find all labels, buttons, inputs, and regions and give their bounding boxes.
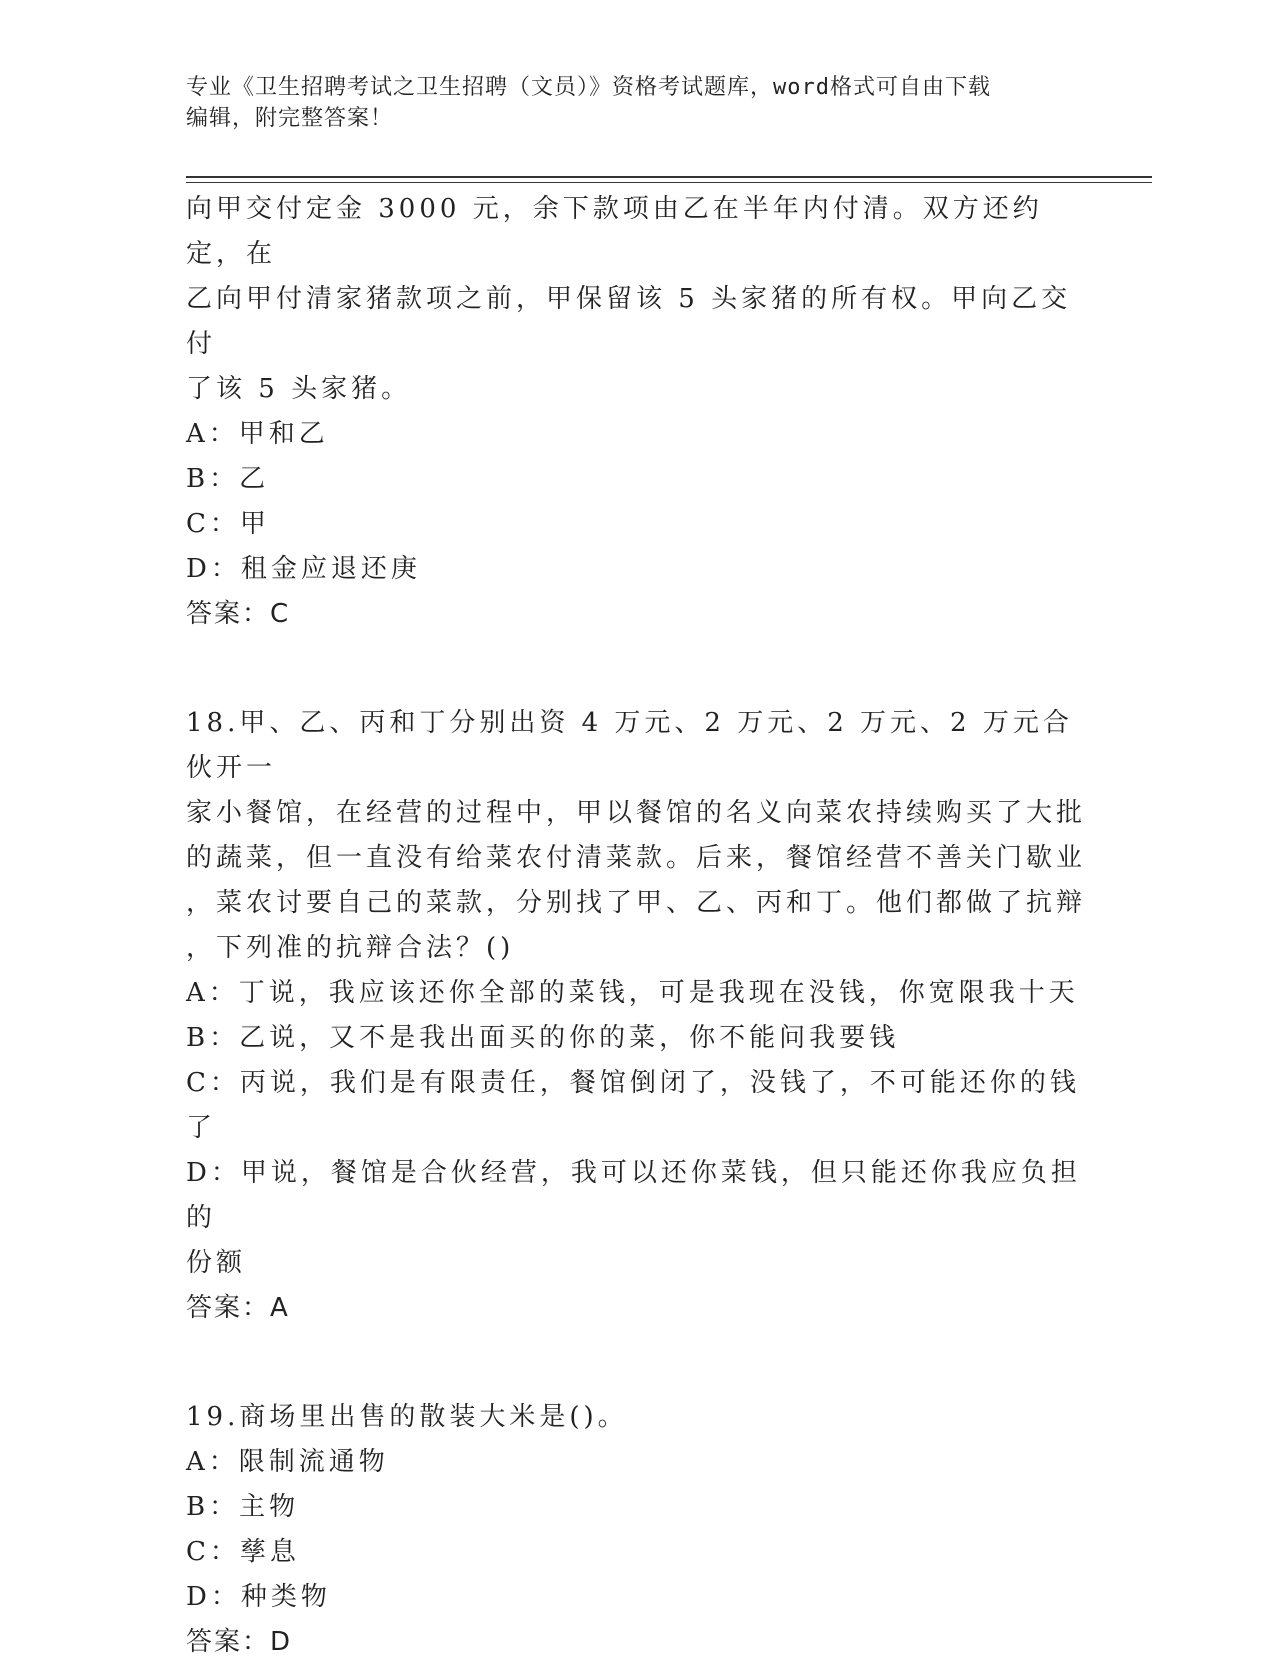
document-header	[186, 72, 1086, 134]
header-line-2: 编辑，附完整答案！	[186, 106, 394, 131]
option-b: B：乙说，又不是我出面买的你的菜，你不能问我要钱	[186, 1023, 900, 1053]
option-d: D：租金应退还庚	[186, 554, 421, 584]
question-19	[186, 1395, 1086, 1665]
question-text-line: ，菜农讨要自己的菜款，分别找了甲、乙、丙和丁。他们都做了抗辩	[186, 888, 1087, 918]
option-a: A：丁说，我应该还你全部的菜钱，可是我现在没钱，你宽限我十天	[186, 978, 1079, 1008]
question-text-line: 19.商场里出售的散装大米是()。	[186, 1402, 628, 1432]
question-text-line: 的蔬菜，但一直没有给菜农付清菜款。后来，餐馆经营不善关门歇业	[186, 843, 1087, 873]
question-18	[186, 701, 1086, 1331]
option-d: D：甲说，餐馆是合伙经营，我可以还你菜钱，但只能还你我应负担的	[186, 1158, 1081, 1233]
answer-line: 答案：C	[186, 599, 291, 629]
header-rule-thin	[186, 182, 1152, 183]
question-text-line: 向甲交付定金 3000 元，余下款项由乙在半年内付清。双方还约定，在	[186, 194, 1043, 269]
option-d-continuation: 份额	[186, 1248, 247, 1278]
question-text-line: ，下列准的抗辩合法？()	[186, 933, 515, 963]
answer-line: 答案：A	[186, 1293, 290, 1323]
option-c: C：孳息	[186, 1537, 300, 1567]
header-line-1: 专业《卫生招聘考试之卫生招聘（文员）》资格考试题库，word格式可自由下载	[186, 75, 991, 100]
question-spacer	[186, 1331, 1086, 1395]
option-d: D：种类物	[186, 1582, 331, 1612]
question-17	[186, 187, 1086, 637]
question-spacer	[186, 637, 1086, 701]
question-text-line: 乙向甲付清家猪款项之前，甲保留该 5 头家猪的所有权。甲向乙交付	[186, 284, 1072, 359]
option-c: C：丙说，我们是有限责任，餐馆倒闭了，没钱了，不可能还你的钱了	[186, 1068, 1080, 1143]
option-b: B：乙	[186, 464, 270, 494]
question-text-line: 了该 5 头家猪。	[186, 374, 412, 404]
answer-line: 答案：D	[186, 1627, 293, 1657]
option-c: C：甲	[186, 509, 270, 539]
option-a: A：甲和乙	[186, 419, 329, 449]
question-text-line: 家小餐馆，在经营的过程中，甲以餐馆的名义向菜农持续购买了大批	[186, 798, 1087, 828]
header-rule-thick	[186, 176, 1152, 178]
question-text-line: 18.甲、乙、丙和丁分别出资 4 万元、2 万元、2 万元、2 万元合伙开一	[186, 708, 1073, 783]
question-content	[186, 187, 1086, 1665]
option-b: B：主物	[186, 1492, 300, 1522]
option-a: A：限制流通物	[186, 1447, 389, 1477]
